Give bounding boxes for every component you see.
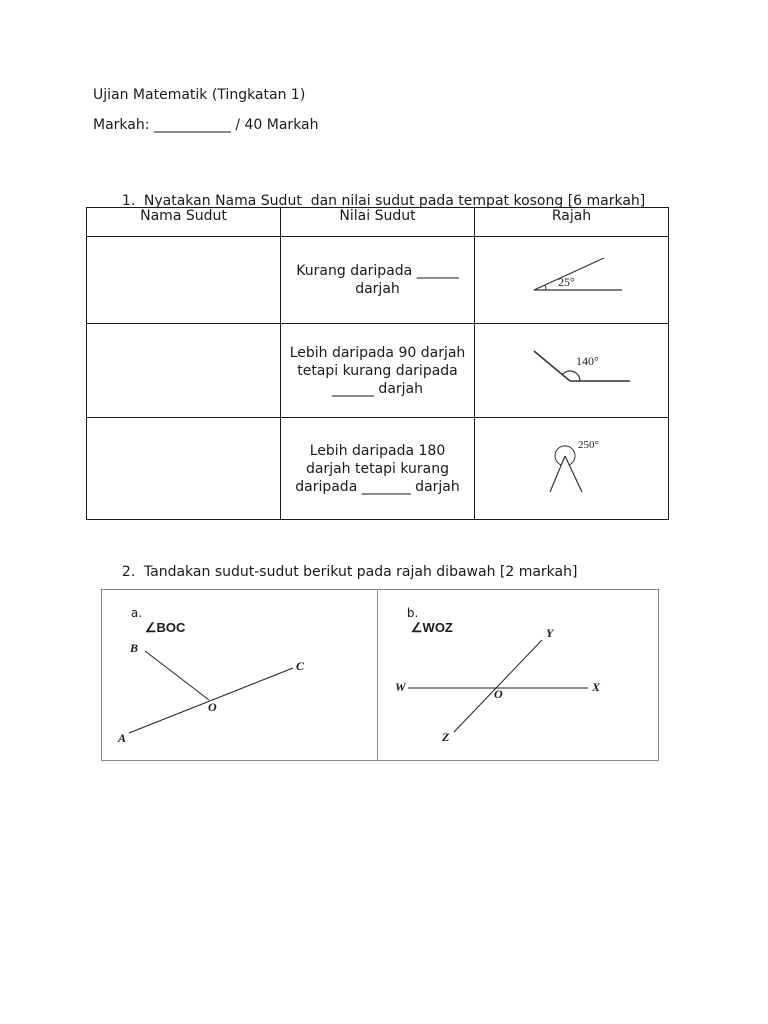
angle-250-label: 250° — [577, 438, 599, 451]
figure-b-letter: b. — [406, 606, 419, 620]
point-o-label: O — [208, 700, 217, 714]
angle-name-cell[interactable] — [87, 237, 281, 324]
angle-value-cell — [281, 418, 475, 520]
acute-angle-diagram — [512, 250, 632, 310]
figure-b — [378, 590, 658, 760]
angle-name-cell[interactable] — [87, 324, 281, 418]
angle-value-cell — [281, 324, 475, 418]
angle-symbol: ∠ — [144, 620, 157, 635]
obtuse-angle-diagram — [512, 341, 632, 401]
reflex-angle-diagram — [512, 434, 632, 504]
angle-table — [86, 207, 669, 520]
table-header-row — [87, 208, 669, 237]
question-1-heading — [113, 177, 645, 209]
marks-line: Markah: ___________ / 40 Markah — [93, 117, 319, 133]
angle-value-text: Lebih daripada 90 darjah tetapi kurang daripada ______ darjah — [289, 344, 466, 397]
figure-a-angle-name: BOC — [156, 620, 186, 635]
question-1-text: Nyatakan Nama Sudut dan nilai sudut pada tempat kosong [6 markah] — [143, 193, 646, 209]
figure-a — [102, 590, 378, 760]
point-o-label: O — [494, 687, 503, 701]
test-title: Ujian Matematik (Tingkatan 1) — [93, 87, 306, 103]
diagram-cell — [475, 324, 669, 418]
figure-b-angle-name: WOZ — [422, 620, 453, 635]
header-angle-name: Nama Sudut — [87, 208, 281, 237]
angle-value-cell — [281, 237, 475, 324]
angle-value-text: Kurang daripada ______ darjah — [296, 263, 459, 297]
question-2-heading — [113, 548, 577, 580]
diagram-cell — [475, 418, 669, 520]
angle-25-label: 25° — [557, 275, 575, 289]
point-w-label: W — [395, 680, 406, 694]
angle-value-text: Lebih daripada 180 darjah tetapi kurang daripada _______ darjah — [295, 442, 460, 495]
angle-symbol: ∠ — [410, 620, 423, 635]
header-angle-value: Nilai Sudut — [281, 208, 475, 237]
point-x-label: X — [592, 680, 601, 694]
diagram-cell — [475, 237, 669, 324]
header-diagram: Rajah — [475, 208, 669, 237]
figure-b-diagram — [378, 590, 658, 760]
question-2-text: Tandakan sudut-sudut berikut pada rajah dibawah [2 markah] — [143, 564, 578, 580]
point-y-label: Y — [546, 626, 554, 640]
angle-name-cell[interactable] — [87, 418, 281, 520]
angle-140-label: 140° — [575, 353, 599, 368]
question-2-number: 2. — [121, 564, 136, 580]
point-b-label: B — [130, 641, 139, 655]
point-z-label: Z — [442, 730, 450, 744]
question-1-number: 1. — [121, 193, 136, 209]
angle-figures-box — [101, 589, 659, 761]
point-a-label: A — [118, 731, 127, 745]
figure-a-diagram — [102, 590, 377, 760]
table-row — [87, 418, 669, 520]
figure-a-letter: a. — [130, 606, 143, 620]
table-row — [87, 237, 669, 324]
point-c-label: C — [296, 659, 305, 673]
table-row — [87, 324, 669, 418]
